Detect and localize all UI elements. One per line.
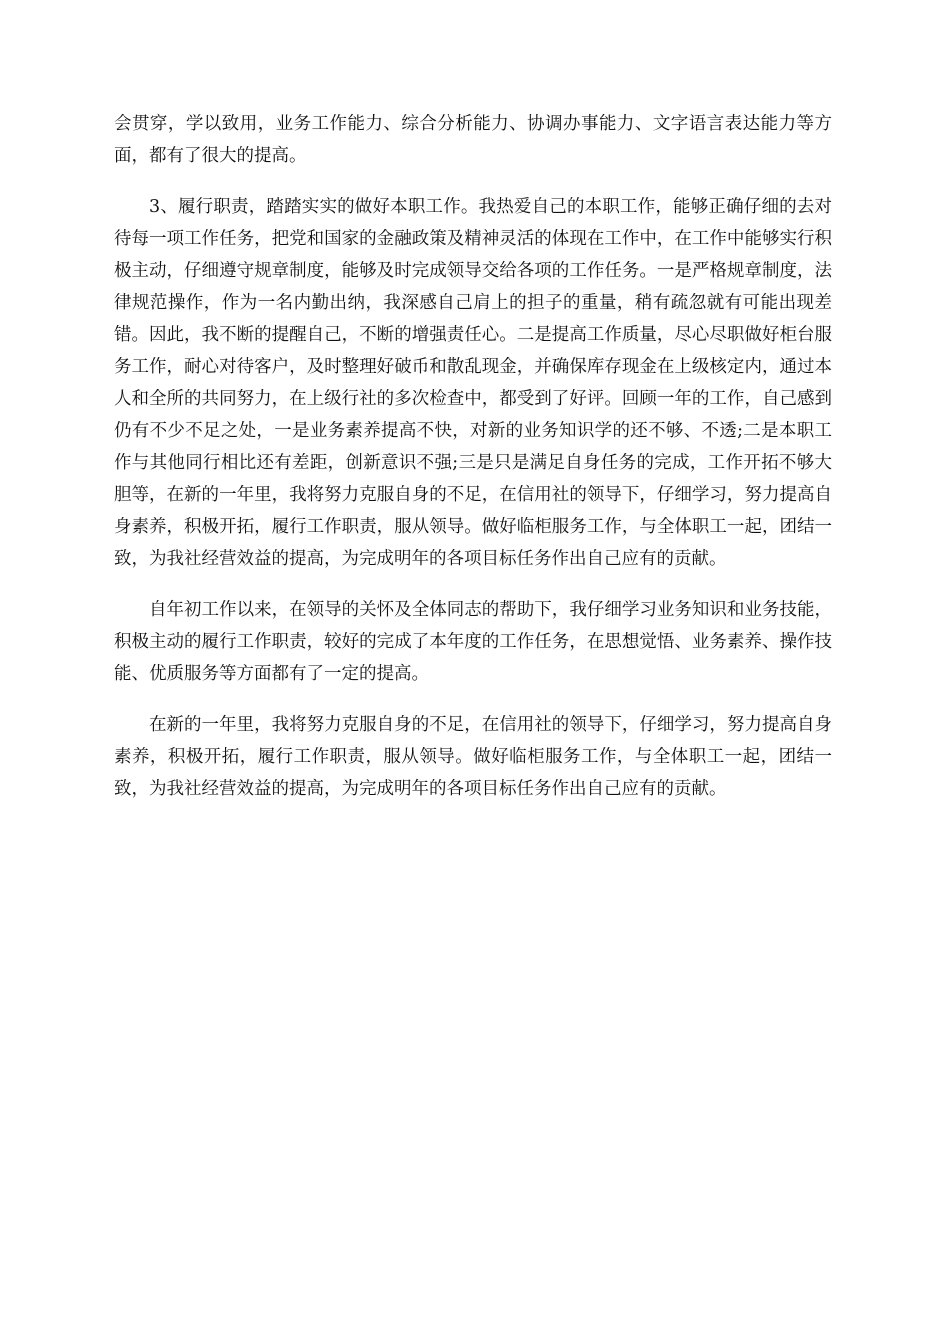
paragraph-outlook: 在新的一年里，我将努力克服自身的不足，在信用社的领导下，仔细学习，努力提高自身素养，积极开拓，履行工作职责，服从领导。做好临柜服务工作，与全体职工一起，团结一致，为我社经营效益的提高，为完成明年的各项目标任务作出自己应有的贡献。 — [114, 715, 832, 799]
document-body — [114, 108, 832, 824]
paragraph-continuation: 会贯穿，学以致用，业务工作能力、综合分析能力、协调办事能力、文字语言表达能力等方面，都有了很大的提高。 — [114, 114, 832, 166]
paragraph-summary: 自年初工作以来，在领导的关怀及全体同志的帮助下，我仔细学习业务知识和业务技能，积极主动的履行工作职责，较好的完成了本年度的工作任务，在思想觉悟、业务素养、操作技能、优质服务等方面都有了一定的提高。 — [114, 600, 832, 684]
paragraph-duty: 3、履行职责，踏踏实实的做好本职工作。我热爱自己的本职工作，能够正确仔细的去对待每一项工作任务，把党和国家的金融政策及精神灵活的体现在工作中，在工作中能够实行积极主动，仔细遵守规章制度，能够及时完成领导交给各项的工作任务。一是严格规章制度，法律规范操作，作为一名内勤出纳，我深感自己肩上的担子的重量，稍有疏忽就有可能出现差错。因此，我不断的提醒自己，不断的增强责任心。二是提高工作质量，尽心尽职做好柜台服务工作，耐心对待客户，及时整理好破币和散乱现金，并确保库存现金在上级核定内，通过本人和全所的共同努力，在上级行社的多次检查中，都受到了好评。回顾一年的工作，自己感到仍有不少不足之处，一是业务素养提高不快，对新的业务知识学的还不够、不透;二是本职工作与其他同行相比还有差距，创新意识不强;三是只是满足自身任务的完成，工作开拓不够大胆等，在新的一年里，我将努力克服自身的不足，在信用社的领导下，仔细学习，努力提高自身素养，积极开拓，履行工作职责，服从领导。做好临柜服务工作，与全体职工一起，团结一致，为我社经营效益的提高，为完成明年的各项目标任务作出自己应有的贡献。 — [114, 197, 832, 569]
